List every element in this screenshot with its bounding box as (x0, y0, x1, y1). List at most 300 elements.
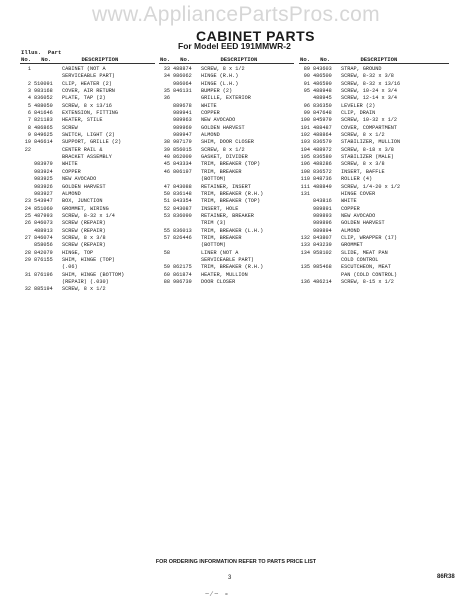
part-number (173, 250, 201, 257)
part-number: 983979 (34, 161, 53, 168)
part-description: LINER (NOT A (201, 249, 239, 256)
part-description: SHIM, DOOR CLOSER (201, 139, 254, 146)
part-number (173, 220, 201, 227)
part-row (20, 264, 124, 271)
header-rule-col2 (159, 63, 294, 64)
illus-number (159, 132, 170, 139)
part-row (20, 257, 124, 264)
part-row (299, 242, 400, 249)
illus-number: 104 (300, 146, 310, 153)
part-description: SERVICEABLE PART) (201, 256, 254, 263)
ordering-footer: FOR ORDERING INFORMATION REFER TO PARTS PRICE LIST (155, 559, 317, 565)
part-row (20, 220, 124, 227)
part-number: 488487 (313, 124, 332, 131)
part-row (299, 139, 400, 146)
part-row (299, 147, 400, 154)
part-row (299, 95, 400, 102)
part-description: ALMOND (62, 190, 81, 197)
illus-number: 99 (303, 110, 310, 117)
part-number: 989891 (313, 205, 332, 212)
part-row (20, 279, 124, 286)
part-description: (REPAIR) (.030) (62, 278, 109, 285)
part-number: 862009 (173, 154, 192, 161)
part-row (299, 103, 400, 110)
part-row (159, 264, 263, 271)
part-number: 488913 (34, 227, 53, 234)
illus-number: 103 (300, 139, 310, 146)
part-row (20, 117, 124, 124)
part-number: 983924 (34, 168, 53, 175)
part-number: 989941 (173, 110, 192, 117)
part-number: 488874 (173, 66, 192, 72)
part-number: 842079 (34, 249, 53, 256)
illus-number: 96 (303, 102, 310, 109)
illus-number: 51 (163, 198, 170, 205)
part-row (299, 81, 400, 88)
part-number: 858056 (34, 242, 53, 249)
illus-number: 91 (303, 80, 310, 87)
illus-number: 131 (300, 190, 310, 197)
illus-number (20, 176, 31, 183)
part-description: HINGE, TOP (62, 249, 94, 256)
part-number: 989969 (173, 124, 192, 131)
part-row (159, 103, 263, 110)
part-row (20, 176, 124, 183)
part-description: ESCUTCHEON, MEAT (341, 264, 391, 271)
part-number: 958102 (313, 249, 332, 256)
part-description: COPPER (201, 110, 220, 117)
part-row (159, 198, 263, 205)
part-description: ALMOND (201, 132, 220, 139)
part-description: SCREW (62, 124, 78, 131)
illus-number: 132 (300, 234, 310, 241)
part-number: 488286 (313, 161, 332, 168)
illus-number: 135 (300, 264, 310, 271)
part-number: 861874 (173, 271, 192, 278)
part-description: TRIM, BREAKER (201, 234, 242, 241)
header-no-col1: No. No. DESCRIPTION (21, 56, 119, 63)
part-description: NEW AVOCADO (62, 176, 97, 183)
illus-number: 35 (163, 88, 170, 95)
part-row (299, 198, 400, 205)
part-row (159, 272, 263, 279)
part-number: 488849 (313, 183, 332, 190)
part-description: (.06) (62, 264, 78, 271)
illus-number: 111 (300, 183, 310, 190)
part-row (299, 176, 400, 183)
part-row (20, 286, 124, 293)
part-description: TRIM, BREAKER (R.H.) (201, 190, 264, 197)
part-description: COPPER (341, 205, 360, 212)
part-row (159, 228, 263, 235)
part-description: STABILIZER, MULLION (341, 139, 401, 146)
part-row (299, 132, 400, 139)
part-row (20, 132, 124, 139)
part-description: SHIM, HINGE (BOTTOM) (62, 271, 125, 278)
illus-number (20, 184, 31, 191)
part-row (159, 250, 263, 257)
part-number: 986064 (173, 80, 192, 87)
part-number: 486590 (313, 80, 332, 87)
part-description: CABINET (NOT A (62, 66, 106, 72)
part-row (159, 220, 263, 227)
part-number: 487993 (34, 212, 53, 219)
part-description: SWITCH, LIGHT (2) (62, 132, 115, 139)
header-illus-col1: Illus. Part (21, 49, 62, 56)
part-number: 843088 (173, 183, 192, 190)
illus-number: 90 (303, 73, 310, 80)
part-number: 846131 (173, 88, 192, 95)
part-number: 836090 (173, 212, 192, 219)
illus-number (20, 279, 31, 286)
illus-number (159, 125, 170, 132)
part-description: CLIP, HEATER (2) (62, 80, 112, 87)
part-description: STABILIZER (MALE) (341, 154, 394, 161)
illus-number (159, 103, 170, 110)
part-description: CLIP, WRAPPER (17) (341, 234, 398, 241)
illus-number: 89 (303, 66, 310, 72)
part-row (20, 66, 124, 73)
part-number (173, 242, 201, 249)
part-number: 843354 (173, 198, 192, 205)
part-number (173, 176, 201, 183)
part-number: 843087 (173, 205, 192, 212)
parts-column-1 (20, 66, 124, 294)
part-number (313, 191, 341, 198)
part-description: EXTENSION, FITTING (62, 110, 119, 117)
illus-number (20, 154, 31, 161)
illus-number (299, 213, 310, 220)
part-description: WHITE (62, 161, 78, 168)
part-row (20, 161, 124, 168)
part-number: 488864 (313, 132, 332, 139)
part-number: 826446 (173, 234, 192, 241)
part-number: 848736 (313, 176, 332, 183)
part-description: SCREW, 8 x 1/2 (341, 132, 385, 139)
part-number: 510091 (34, 80, 53, 87)
part-number: 876196 (34, 271, 53, 278)
part-number: 849625 (34, 132, 53, 139)
document-reference: 86R38 (437, 574, 455, 580)
part-number: 836052 (34, 95, 53, 102)
part-row (159, 213, 263, 220)
part-number: 846614 (34, 139, 53, 146)
illus-number: 3 (27, 88, 31, 95)
part-description: SERVICEABLE PART) (62, 73, 115, 80)
part-description: CLIP, DRAIN (341, 110, 376, 117)
part-row (159, 147, 263, 154)
part-row (20, 250, 124, 257)
illus-number: 38 (163, 139, 170, 146)
part-description: ALMOND (341, 227, 360, 234)
part-description: NEW AVOCADO (341, 212, 376, 219)
part-description: BRACKET ASSEMBLY (62, 154, 112, 161)
part-row (20, 235, 124, 242)
illus-number (20, 191, 31, 198)
part-row (20, 125, 124, 132)
part-row (20, 139, 124, 146)
part-row (159, 176, 263, 183)
illus-number (20, 73, 31, 80)
part-number: 846074 (34, 234, 53, 241)
header-no-col2: No. No. DESCRIPTION (160, 56, 258, 63)
part-number: 983168 (34, 88, 53, 95)
part-row (299, 110, 400, 117)
part-number: 987179 (173, 139, 192, 146)
part-description: GRILLE, EXTERIOR (201, 95, 251, 102)
illus-number: 25 (24, 212, 31, 219)
part-number: 836148 (173, 190, 192, 197)
part-row (299, 125, 400, 132)
part-description: PAN (COLD CONTROL) (341, 271, 398, 278)
illus-number: 134 (300, 249, 310, 256)
illus-number: 106 (300, 161, 310, 168)
part-row (299, 184, 400, 191)
part-row (159, 242, 263, 249)
part-description: SCREW, 8 x 3/8 (62, 234, 106, 241)
part-number: 488948 (313, 88, 332, 95)
part-description: RETAINER, INSERT (201, 183, 251, 190)
part-row (159, 191, 263, 198)
part-description: ROLLER (4) (341, 176, 373, 183)
part-description: SCREW, 8 x 3/8 (341, 161, 385, 168)
illus-number (20, 228, 31, 235)
part-row (159, 206, 263, 213)
part-row (299, 161, 400, 168)
part-description: BOX, JUNCTION (62, 198, 103, 205)
part-description: SCREW, 10-32 x 1/2 (341, 117, 398, 124)
part-row (159, 73, 263, 80)
illus-number: 8 (27, 124, 31, 131)
part-description: SCREW, 8-32 x 13/16 (341, 80, 401, 87)
part-number: 851060 (34, 205, 53, 212)
part-description: HINGE COVER (341, 190, 376, 197)
part-number: 845979 (313, 117, 332, 124)
part-description: HEATER, MULLION (201, 271, 248, 278)
part-row (20, 169, 124, 176)
part-description: TRIM, BREAKER (TOP) (201, 161, 261, 168)
illus-number: 32 (24, 286, 31, 293)
part-description: INSERT, HOLE (201, 205, 239, 212)
part-row (299, 220, 400, 227)
illus-number: 31 (24, 271, 31, 278)
part-row (159, 169, 263, 176)
part-number: 486214 (313, 278, 332, 285)
illus-number: 27 (24, 234, 31, 241)
page-number: 3 (228, 575, 232, 581)
handwritten-mark: ~∕~ ∘ (205, 591, 231, 598)
part-number: 989947 (173, 132, 192, 139)
illus-number: 9 (27, 132, 31, 139)
part-description: TRIM, BREAKER (TOP) (201, 198, 261, 205)
illus-number: 23 (24, 198, 31, 205)
part-number: 836013 (173, 227, 192, 234)
part-row (299, 206, 400, 213)
illus-number: 1 (27, 66, 31, 72)
illus-number: 40 (163, 154, 170, 161)
illus-number: 57 (163, 234, 170, 241)
part-description: PLATE, TAP (2) (62, 95, 106, 102)
part-row (20, 228, 124, 235)
part-description: CENTER RAIL & (62, 146, 103, 153)
part-number (34, 264, 62, 271)
part-row (159, 279, 263, 286)
part-description: GOLDEN HARVEST (341, 220, 385, 227)
illus-number (159, 117, 170, 124)
watermark: www.AppliancePartsPros.com (92, 3, 380, 26)
part-description: TRIM, BREAKER (201, 168, 242, 175)
part-description: SCREW (REPAIR) (62, 220, 106, 227)
illus-number (159, 220, 170, 227)
part-number: 983927 (34, 190, 53, 197)
illus-number: 26 (24, 220, 31, 227)
part-number: 843239 (313, 242, 332, 249)
part-description: BUMPER (2) (201, 88, 233, 95)
part-number: 989893 (313, 212, 332, 219)
part-row (299, 117, 400, 124)
part-row (159, 110, 263, 117)
part-number (313, 272, 341, 279)
part-description: COPPER (62, 168, 81, 175)
part-description: RETAINER, BREAKER (201, 212, 254, 219)
illus-number: 33 (163, 66, 170, 72)
part-number: 841646 (34, 110, 53, 117)
illus-number (20, 264, 31, 271)
illus-number: 52 (163, 205, 170, 212)
part-description: GOLDEN HARVEST (201, 124, 245, 131)
part-row (159, 139, 263, 146)
part-number (173, 257, 201, 264)
part-description: GASKET, DIVIDER (201, 154, 248, 161)
part-row (20, 272, 124, 279)
part-row (299, 169, 400, 176)
part-row (20, 213, 124, 220)
part-number: 836572 (313, 168, 332, 175)
part-description: INSERT, BAFFLE (341, 168, 385, 175)
part-description: SCREW, 1/4-20 x 1/2 (341, 183, 401, 190)
part-description: HEATER, STILE (62, 117, 103, 124)
part-number: 836350 (313, 102, 332, 109)
part-description: SCREW, 8 x 1/2 (201, 146, 245, 153)
part-row (299, 250, 400, 257)
illus-number: 60 (163, 271, 170, 278)
illus-number: 102 (300, 132, 310, 139)
illus-number: 100 (300, 117, 310, 124)
part-number (34, 66, 62, 73)
part-number (34, 154, 62, 161)
part-row (159, 81, 263, 88)
part-number: 806197 (173, 168, 192, 175)
part-row (159, 117, 263, 124)
part-description: SCREW, 8 x 1/2 (201, 66, 245, 72)
part-number: 983925 (34, 176, 53, 183)
illus-number: 133 (300, 242, 310, 249)
illus-number: 22 (24, 146, 31, 153)
part-number: 985468 (313, 264, 332, 271)
part-number: 836579 (313, 139, 332, 146)
part-row (20, 88, 124, 95)
illus-number (159, 110, 170, 117)
part-number: 488972 (313, 146, 332, 153)
part-row (299, 66, 400, 73)
part-row (20, 110, 124, 117)
part-number: 843807 (313, 234, 332, 241)
part-description: STRAP, GROUND (341, 66, 382, 72)
illus-number (159, 242, 170, 249)
part-row (299, 264, 400, 271)
illus-number: 5 (27, 102, 31, 109)
header-no-col3: No. No. DESCRIPTION (300, 56, 398, 63)
part-description: SCREW, 12-14 x 3/4 (341, 95, 398, 102)
part-row (159, 235, 263, 242)
part-row (159, 66, 263, 73)
illus-number (299, 198, 310, 205)
part-description: GROMMET (341, 242, 363, 249)
part-description: GOLDEN HARVEST (62, 183, 106, 190)
part-row (20, 191, 124, 198)
part-row (159, 125, 263, 132)
part-row (299, 235, 400, 242)
part-number: 843334 (173, 161, 192, 168)
part-number: 983926 (34, 183, 53, 190)
part-row (20, 206, 124, 213)
illus-number: 46 (163, 168, 170, 175)
part-row (20, 242, 124, 249)
parts-column-3 (299, 66, 400, 286)
part-description: COVER, AIR RETURN (62, 88, 115, 95)
part-number: 821183 (34, 117, 53, 124)
header-rule-col3 (299, 63, 449, 64)
illus-number: 58 (163, 249, 170, 256)
illus-number (299, 272, 310, 279)
part-row (159, 154, 263, 161)
part-description: SCREW, 8-18 x 3/8 (341, 146, 394, 153)
illus-number: 7 (27, 117, 31, 124)
illus-number: 88 (163, 278, 170, 285)
illus-number (299, 206, 310, 213)
illus-number: 59 (163, 264, 170, 271)
part-number: 856015 (173, 146, 192, 153)
illus-number: 47 (163, 183, 170, 190)
part-description: SCREW, 8 x 1/2 (62, 286, 106, 293)
part-row (299, 154, 400, 161)
illus-number (299, 257, 310, 264)
part-number: 889678 (173, 102, 192, 109)
part-number (313, 257, 341, 264)
part-description: SHIM, HINGE (TOP) (62, 256, 115, 263)
part-description: SCREW, 8-32 x 1/4 (62, 212, 115, 219)
illus-number (299, 220, 310, 227)
page-title: CABINET PARTS (196, 28, 316, 44)
illus-number: 55 (163, 227, 170, 234)
part-description: SCREW, 10-24 x 3/4 (341, 88, 398, 95)
part-row (20, 198, 124, 205)
part-number: 989963 (173, 117, 192, 124)
part-description: DOOR CLOSER (201, 278, 236, 285)
part-description: SCREW, 8 x 13/16 (62, 102, 112, 109)
part-description: GROMMET, WIRING (62, 205, 109, 212)
illus-number: 19 (24, 139, 31, 146)
part-row (159, 95, 263, 102)
part-row (299, 88, 400, 95)
illus-number: 95 (303, 88, 310, 95)
part-description: HINGE (R.H.) (201, 73, 239, 80)
part-description: SCREW (REPAIR) (62, 242, 106, 249)
part-description: TRIM (3) (201, 220, 226, 227)
illus-number (159, 257, 170, 264)
illus-number: 110 (300, 176, 310, 183)
illus-number: 29 (24, 256, 31, 263)
